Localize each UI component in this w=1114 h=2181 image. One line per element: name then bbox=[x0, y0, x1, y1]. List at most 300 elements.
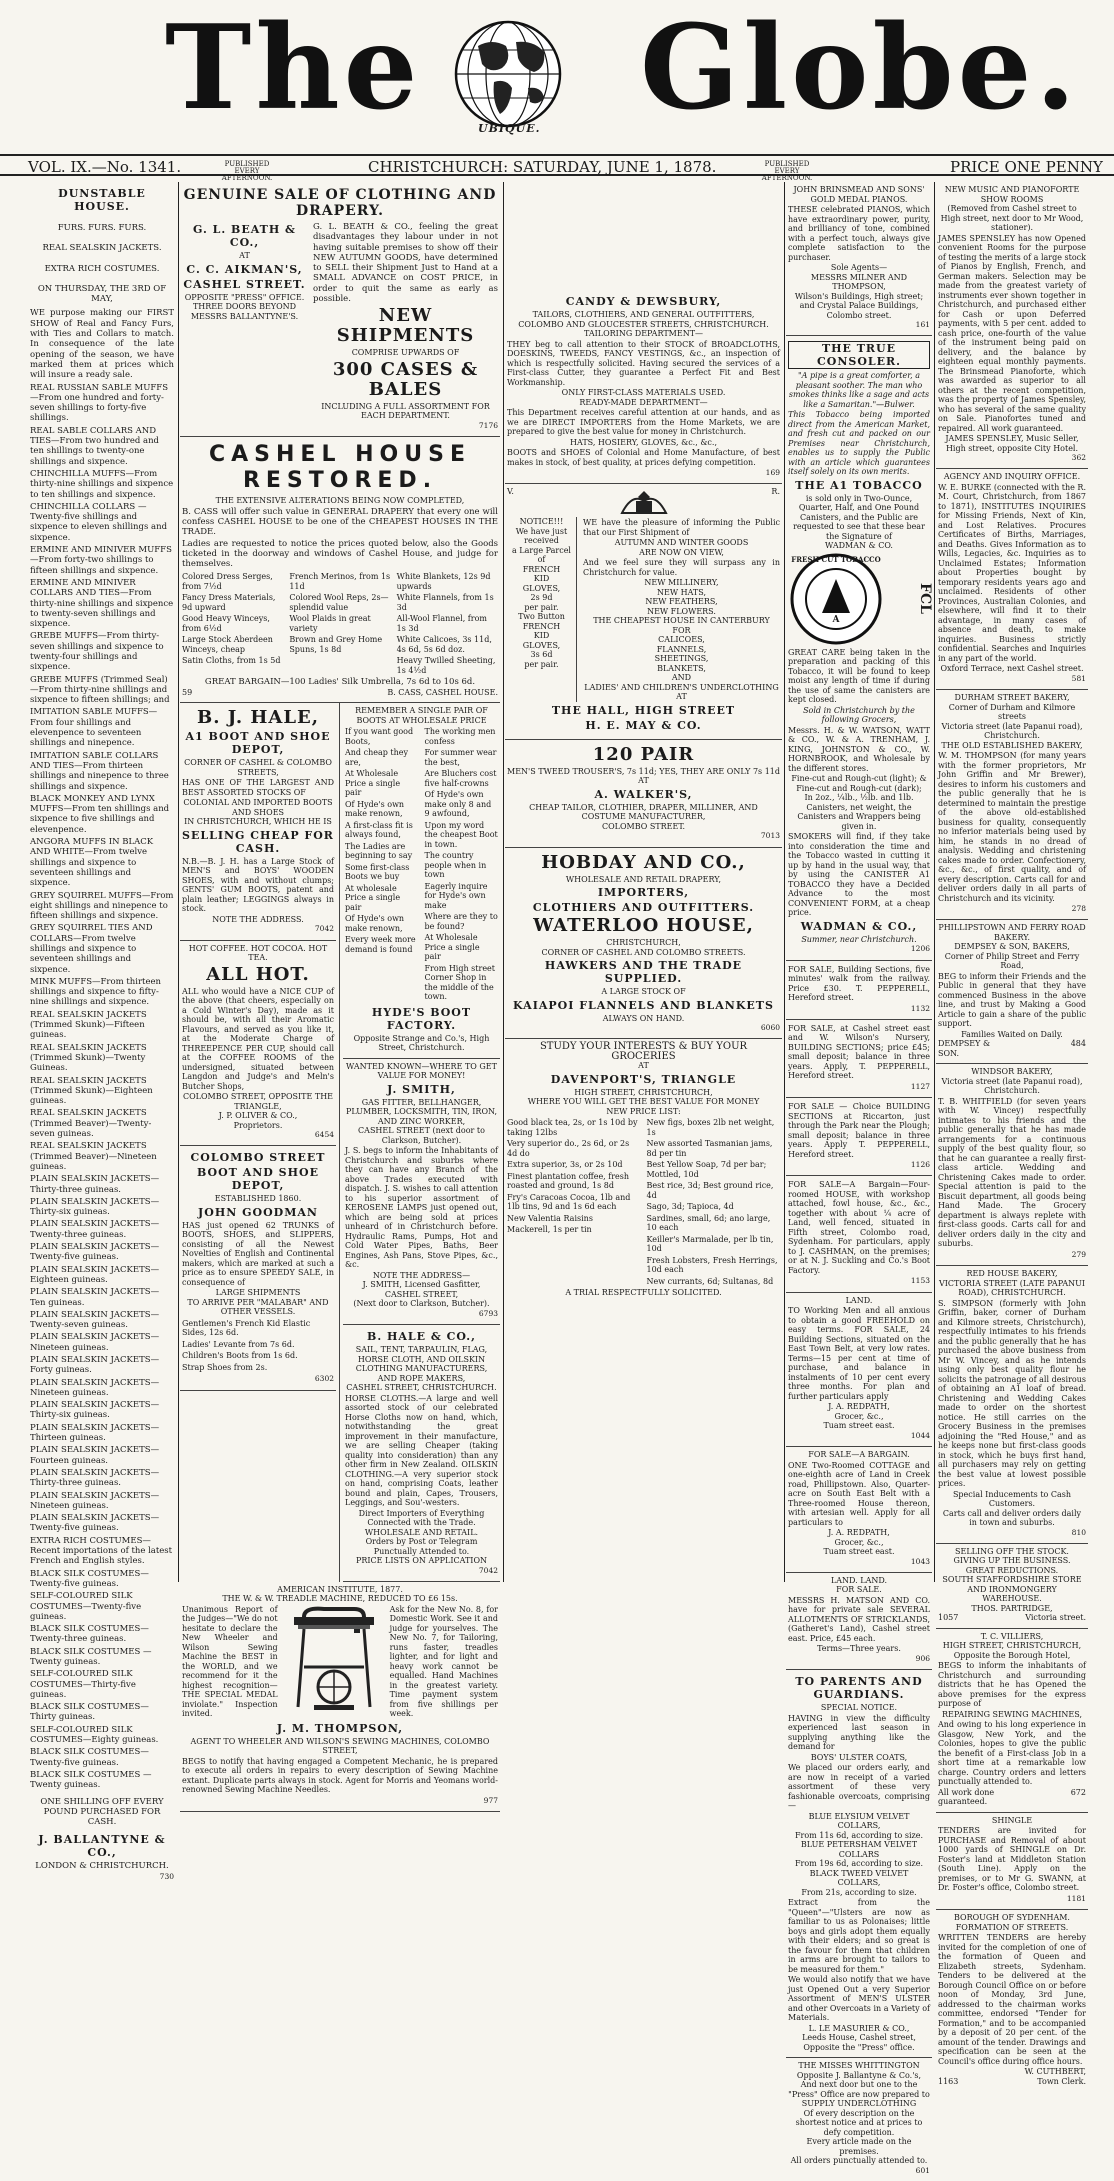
ad-number: 1126 bbox=[910, 1160, 930, 1170]
ad-address: THE HALL, HIGH STREET bbox=[551, 703, 736, 717]
verse-line: The country people when in town bbox=[424, 851, 487, 880]
ad-body: WE have the pleasure of informing the Public that our First Shipment of bbox=[583, 518, 780, 537]
ad-number: 6302 bbox=[314, 1374, 334, 1384]
ad-signature: W. CUTHBERT, bbox=[1024, 2067, 1086, 2077]
ad-text: MEN'S TWEED TROUSER'S, 7s 11d; YES, THEY ARE ONLY 7s 11d bbox=[507, 766, 780, 776]
ad-heading: FORMATION OF STREETS. bbox=[955, 1922, 1069, 1932]
ad-number: 1057 bbox=[938, 1613, 959, 1623]
ad-heading: WANTED KNOWN—WHERE TO GET VALUE FOR MONEY! bbox=[346, 1061, 497, 1081]
ad-heading: SELLING CHEAP FOR CASH. bbox=[182, 828, 334, 855]
ad-body: FOR SALE, at Cashel street east and W. Wilson's Nursery, BUILDING SECTIONS; price £45; small deposit; balance in three years. Apply, T. PEPPERELL, Hereford street. bbox=[788, 1023, 930, 1081]
price-list-item: PLAIN SEALSKIN JACKETS—Nineteen guineas. bbox=[30, 1332, 160, 1353]
ad-signature: H. E. MAY & CO. bbox=[585, 718, 702, 732]
ad-text: Every article made on the premises. bbox=[806, 2137, 912, 2156]
ad-address: Opposite the Borough Hotel, bbox=[953, 1650, 1071, 1660]
ad-address: Christchurch. bbox=[984, 731, 1040, 741]
ad-body: This Department receives careful attention at our hands, and as we are DIRECT IMPORTERS from the Home Markets, we are prepared to give the best value for money in Christchurch. bbox=[507, 408, 780, 436]
ad-text: SAIL, TENT, TARPAULIN, FLAG, HORSE CLOTH, AND OILSKIN CLOTHING MANUFACTURERS, AND ROPE MAKERS, bbox=[355, 1345, 488, 1383]
ad-heading: KAIAPOI FLANNELS AND BLANKETS bbox=[513, 998, 774, 1012]
verse-line: Upon my word the cheapest Boot in town. bbox=[424, 820, 498, 849]
ad-line: NEW HATS, bbox=[657, 587, 706, 597]
ad-body: Extract from the "Queen"—"Ulsters are now as familiar to us as Polonaises; little boys and girls adopt them equally with their elders; and so great is the favour for them that children in arms are brought to tailors to be measured for them." bbox=[788, 1898, 930, 1974]
ad-text: READY-MADE DEPARTMENT— bbox=[579, 397, 708, 407]
masthead bbox=[0, 0, 1114, 140]
ad-signature: THOS. PARTRIDGE, bbox=[971, 1603, 1053, 1613]
ad-text bbox=[507, 527, 576, 670]
ad-line: GLOVES, bbox=[522, 583, 561, 593]
ad-number: 7013 bbox=[760, 831, 780, 841]
price-list-item: White Calicoes, 3s 11d, 4s 6d, 5s 6d doz. bbox=[396, 635, 492, 654]
ad-address: Summer, near Christchurch. bbox=[801, 934, 917, 944]
price-list-item: PLAIN SEALSKIN JACKETS—Forty guineas. bbox=[30, 1354, 160, 1376]
ad-line: FLANNELS, bbox=[656, 644, 707, 654]
ad-heading: THE OLD ESTABLISHED BAKERY, bbox=[941, 740, 1083, 750]
bhale-ad bbox=[343, 1325, 500, 1582]
walker-ad bbox=[505, 740, 782, 848]
ad-line: GLOVES, bbox=[522, 640, 561, 650]
dunstable-house-ad bbox=[28, 182, 176, 1887]
price: PRICE ONE PENNY bbox=[950, 158, 1103, 176]
whittington-ad bbox=[786, 2058, 932, 2181]
ad-body: MESSRS H. MATSON AND CO. have for private sale SEVERAL ALLOTMENTS OF STRICKLANDS, (Gatheret's Land), Cashel street east. Price, £45 each. bbox=[788, 1595, 930, 1643]
price-list-item: From 11s 6d, according to size. bbox=[794, 1830, 924, 1840]
ad-line: NEW FLOWERS. bbox=[647, 606, 716, 616]
ad-line: per pair. bbox=[524, 659, 559, 669]
verse-line: Are Bluchers cost five half-crowns bbox=[424, 769, 497, 788]
ad-body: ONE Two-Roomed COTTAGE and one-eighth acre of Land in Creek road, Phillipstown. Also, Quarter-acre on South East Belt with a Three-roomed House thereon, with artesian well. Apply for all particulars to bbox=[788, 1460, 930, 1527]
ad-body: We would also notify that we have just Opened Out a very Superior Assortment of MEN'S ULSTER and other Overcoats in a Variety of Materials. bbox=[788, 1975, 930, 2023]
royal-arms-icon bbox=[614, 487, 674, 517]
price-list-item: GREBE MUFFS (Trimmed Seal)—From thirty-nine shillings and sixpence to fifteen shillings; and bbox=[30, 674, 170, 706]
price-list-item: New figs, boxes 2lb net weight, 1s bbox=[646, 1118, 775, 1137]
ad-heading: WINDSOR BAKERY, bbox=[971, 1067, 1053, 1077]
price-list bbox=[647, 1116, 781, 1288]
ad-body: HAS ONE OF THE LARGEST AND BEST ASSORTED STOCKS OF bbox=[182, 778, 334, 797]
ad-signature: L. LE MASURIER & CO., bbox=[808, 2023, 910, 2033]
price-list-item: PLAIN SEALSKIN JACKETS—Nineteen guineas. bbox=[30, 1377, 160, 1398]
ad-text bbox=[583, 578, 780, 616]
ad-body: HAVING in view the difficulty experienced last season in supplying anything like the demand for bbox=[788, 1713, 930, 1752]
ad-text: GREAT BARGAIN—100 Ladies' Silk Umbrella, 7s 6d to 10s 6d. bbox=[204, 677, 476, 688]
ad-body: Messrs. H. & W. WATSON, WATT & CO., W. & A. TRENHAM, J. KING, JOHNSTON & CO., W. HORNBROOK, and Wholesale by the different stores. bbox=[788, 725, 930, 773]
ad-address: Victoria street (late Papanui road), bbox=[941, 721, 1083, 731]
davenport-ad bbox=[505, 1039, 782, 1303]
verse-line: Some first-class Boots we buy bbox=[345, 862, 410, 882]
ad-heading: LAND. LAND. bbox=[830, 1575, 888, 1585]
ad-text: IMPORTERS, bbox=[597, 886, 690, 900]
ad-address: CHRISTCHURCH, bbox=[606, 938, 681, 948]
ad-body: N.B.—B. J. H. has a Large Stock of MEN'S and BOYS' WOODEN SHOES, with and without clumps; GENTS' GUM BOOTS, patent and plain leather; LEGGINGS always in stock. bbox=[182, 856, 334, 914]
ad-text: Sold in Christchurch by the following Grocers, bbox=[803, 705, 915, 725]
verse-line: At wholesale Price a single pair bbox=[345, 883, 401, 912]
ad-address: CASHEL STREET, CHRISTCHURCH. bbox=[346, 1383, 497, 1393]
ad-firm: G. L. BEATH & CO., bbox=[192, 223, 296, 249]
ad-address: CASHEL STREET. bbox=[183, 277, 306, 291]
ad-address: Oxford Terrace, next Cashel street. bbox=[940, 664, 1084, 674]
ad-signature: WADMAN & CO., bbox=[800, 919, 918, 933]
price-list-item: GREY SQUIRREL MUFFS—From eight shillings and ninepence to fifteen shillings and sixpence. bbox=[30, 890, 174, 922]
ad-text: In 2oz., ¼lb., ½lb. and 1lb. Canisters, net weight, the Canisters and Wrappers being given in. bbox=[797, 793, 921, 831]
ad-heading: AUTUMN AND WINTER GOODS bbox=[614, 538, 749, 548]
ad-text: (Removed from Cashel street to High street, next door to Mr Wood, stationer). bbox=[940, 204, 1084, 232]
ad-text: All work done guaranteed. bbox=[938, 1787, 995, 1807]
masthead-title-left: The bbox=[165, 0, 422, 136]
ad-body: J. S. begs to inform the Inhabitants of Christchurch and suburbs where they can have any Branch of the above Trades executed with dispatch. J. S. wishes to call attention to his superior assortment of KEROSENE LAMPS just opened out, which are being sold at prices unheard of in Christchurch before. Hydraulic Rams, Pumps, Hot and Cold Water Pipes, Baths, Beer Engines, Ash Pans, Stove Pipes, &c., &c. bbox=[345, 1146, 498, 1270]
price-list-item: BLACK SILK COSTUMES — Twenty guineas. bbox=[30, 1646, 152, 1667]
ad-firm: DEMPSEY & SON, BAKERS, bbox=[954, 942, 1070, 952]
price-list-item: White Blankets, 12s 9d upwards bbox=[396, 572, 491, 591]
price-list-item: Wool Plaids in great variety bbox=[289, 614, 371, 633]
ad-heading: SUPPLY UNDERCLOTHING bbox=[801, 2099, 917, 2109]
parents-ad bbox=[786, 1670, 932, 2058]
ad-body: GREAT CARE being taken in the preparation and packing of this Tobacco, it will be found to keep moist any length of time if during the use of same the canisters are kept closed. bbox=[788, 647, 930, 705]
price-list-item: Colored Wool Reps, 2s—splendid value bbox=[289, 593, 389, 612]
seal-text: FRESH CUT TOBACCO bbox=[791, 554, 881, 564]
ad-body: FOR SALE — Choice BUILDING SECTIONS at Riccarton, just through the Park near the Plough; small deposit; balance in three years. Apply T. PEPPERELL, Hereford street. bbox=[788, 1102, 930, 1159]
ad-text: AMERICAN INSTITUTE, 1877. bbox=[277, 1584, 403, 1594]
ad-body: We placed our orders early, and are now in receipt of a varied assortment of these very fashionable overcoats, comprising— bbox=[788, 1763, 930, 1811]
price-list-item: BLACK TWEED VELVET COLLARS, bbox=[809, 1868, 909, 1888]
price-list bbox=[507, 1116, 641, 1288]
ad-body: This Tobacco being imported direct from the American Market, and fresh cut and packed on our Premises near Christchurch, enables us to supply the Public with an article which guarantees itself solely on its own merits. bbox=[788, 410, 930, 477]
ad-text: A LARGE STOCK OF bbox=[601, 987, 686, 997]
ad-body: BOOTS and SHOES of Colonial and Home Manufacture, of best makes in stock, of best quality, at prices defying competition. bbox=[507, 448, 780, 467]
ad-firm: J. SMITH, bbox=[387, 1082, 456, 1096]
price-list-item: REAL SEALSKIN JACKETS (Trimmed Skunk)—Fifteen guineas. bbox=[30, 1009, 147, 1041]
price-list-item: Large Stock Aberdeen Winceys, cheap bbox=[182, 635, 273, 654]
ad-body: And owing to his long experience in Glasgow, New York, and the Colonies, hopes to give the public the benefit of a First-class Job in a short time at a remarkable low charge. Country orders and letters punctually attended to. bbox=[938, 1720, 1086, 1787]
issue-date: CHRISTCHURCH: SATURDAY, JUNE 1, 1878. bbox=[368, 158, 717, 176]
ad-line: 3s 6d bbox=[530, 650, 553, 660]
verse-line: And cheap they are, bbox=[345, 748, 409, 767]
ad-banner: CASHEL HOUSE RESTORED. bbox=[209, 442, 471, 494]
price-list-item: CHINCHILLA MUFFS—From thirty-nine shillings and sixpence to ten shillings and sixpence. bbox=[30, 468, 174, 500]
price-list-item: Sardines, small, 6d; ano large, 10 each bbox=[646, 1213, 771, 1233]
price-list-item: SELF-COLOURED SILK COSTUMES—Eighty guineas. bbox=[30, 1724, 159, 1746]
hale-boot-ad bbox=[180, 703, 336, 940]
verse-line: Every week more demand is found bbox=[345, 935, 416, 954]
column-5 bbox=[936, 182, 1088, 2086]
goodman-ad bbox=[180, 1146, 336, 1390]
tobacco-seal bbox=[788, 551, 884, 647]
ad-heading: ALL HOT. bbox=[206, 963, 310, 985]
price-list-item: Mackerell, 1s per tin bbox=[507, 1225, 592, 1235]
ad-body: W. E. BURKE (connected with the R. M. Court, Christchurch, from 1867 to 1871), INSTITUTES INQUIRIES for Missing Friends, Next of Kin, and Lost Relatives. Procures Certificates of Births, Marriages, and Deaths. Gives Information as to Wills, Legacies, &c. Inquiries as to Unclaimed Estates; Information about Properties bought by temporary residents years ago and unclaimed. Residents of other Provinces, Australian Colonies, and elsewhere, will find it to their advantage, in many cases of absence and death, to make inquiries. Business strictly confidential. Searches and Inquiries in any part of the world. bbox=[938, 482, 1086, 663]
ad-address: COLOMBO AND GLOUCESTER STREETS, CHRISTCHURCH. bbox=[518, 319, 769, 329]
ad-body: FOR SALE, Building Sections, five minutes' walk from the railway. Price £30. T. PEPPERELL, Hereford street. bbox=[788, 964, 930, 1003]
ad-text: HATS, HOSIERY, GLOVES, &c., &c., bbox=[570, 437, 717, 447]
ad-number: 906 bbox=[915, 1653, 930, 1663]
ad-number: 1043 bbox=[910, 1556, 930, 1566]
price-list-item: PLAIN SEALSKIN JACKETS—Thirty-three guineas. bbox=[30, 1174, 160, 1195]
price-list-item: Children's Boots from 1s 6d. bbox=[182, 1351, 298, 1361]
price-list-item: PLAIN SEALSKIN JACKETS—Fourteen guineas. bbox=[30, 1445, 160, 1466]
ad-text: IN CHRISTCHURCH, WHICH HE IS bbox=[184, 817, 332, 827]
ad-text: AT bbox=[638, 776, 649, 786]
ad-address: Victoria street. bbox=[1025, 1613, 1086, 1623]
ad-date: ON THURSDAY, THE 3RD OF MAY, bbox=[37, 283, 167, 305]
ad-number: 59 bbox=[182, 687, 193, 697]
price-list-item: From 19s 6d, according to size. bbox=[794, 1859, 924, 1869]
price-list bbox=[397, 570, 498, 677]
ad-address: VICTORIA STREET (LATE PAPANUI ROAD), CHRISTCHURCH. bbox=[938, 1278, 1086, 1298]
ad-heading: 300 CASES & BALES bbox=[332, 358, 479, 400]
ad-heading: SELLING OFF THE STOCK. bbox=[955, 1546, 1069, 1556]
ad-text: AGENT TO WHEELER AND WILSON'S SEWING MACHINES, COLOMBO STREET, bbox=[190, 1736, 490, 1756]
ad-number: 730 bbox=[159, 1871, 174, 1881]
brinsmead-ad bbox=[786, 182, 932, 336]
ad-text: Direct Importers of Everything Connected with the Trade. bbox=[358, 1508, 485, 1528]
ad-number: 279 bbox=[1071, 1249, 1086, 1259]
ad-body: FOR SALE—A Bargain—Four-roomed HOUSE, with workshop attached, fowl house, &c., &c., together with about ¼ acre of Land, well fenced, situated in Fifth street, Colombo road, Sydenham. For particulars, apply to J. CASHMAN, on the premises; or at N. J. Suckling and Co.'s Boot Factory. bbox=[788, 1180, 930, 1275]
ad-text: ALWAYS ON HAND. bbox=[602, 1013, 685, 1023]
ad-text: "A pipe is a great comforter, a pleasant soother. The man who smokes thinks like a sage and acts like a Samaritan."—Bulwer. bbox=[788, 371, 930, 409]
ad-number: 672 bbox=[1070, 1787, 1086, 1797]
sewing-machine-icon bbox=[284, 1607, 384, 1717]
masthead-title-right: Globe. bbox=[640, 0, 1080, 136]
ad-line: We have just received bbox=[515, 526, 568, 546]
red-house-bakery-ad bbox=[936, 1266, 1088, 1544]
ad-number: 1044 bbox=[910, 1430, 930, 1440]
may-ad bbox=[505, 484, 782, 740]
ad-text: BOYS' ULSTER COATS, bbox=[810, 1752, 908, 1762]
ad-firm: C. C. AIKMAN'S, bbox=[186, 262, 303, 276]
ad-text: ESTABLISHED 1860. bbox=[214, 1194, 302, 1204]
ad-number: 581 bbox=[1071, 673, 1086, 683]
for-sale-ad bbox=[786, 1020, 932, 1098]
ad-text: Special Inducements to Cash Customers. bbox=[952, 1489, 1072, 1509]
ad-body: BEG to inform their Friends and the Public in general that they have commenced Business in the above line, and trust by Making a Good Article to gain a share of the public support. bbox=[938, 971, 1086, 1029]
ad-address: Opposite Strange and Co.'s, High Street, Christchurch. bbox=[353, 1033, 490, 1053]
price-list-item: PLAIN SEALSKIN JACKETS—Thirteen guineas. bbox=[30, 1422, 160, 1444]
price-list-item: Keiller's Marmalade, per lb tin, 10d bbox=[646, 1234, 774, 1254]
ad-text: All orders punctually attended to. bbox=[790, 2156, 928, 2166]
ad-heading: LADIES' AND CHILDREN'S UNDERCLOTHING bbox=[584, 682, 779, 692]
price-list-item: PLAIN SEALSKIN JACKETS—Thirty-six guineas. bbox=[30, 1196, 160, 1218]
ad-body: SMOKERS will find, if they take into consideration the time and the Tobacco wasted in cutting it up by hand in the usual way, that by using the CANISTER A1 TOBACCO they have a Decided Advance to the most CONVENIENT FORM, at a cheap price. bbox=[788, 832, 930, 918]
ad-body: WE purpose making our FIRST SHOW of Real and Fancy Furs, with Ties and Collars to match. In consequence of the late opening of the season, we have marked them at prices which will insure a ready sale. bbox=[30, 308, 174, 381]
ad-body: Unanimous Report of the Judges—"We do not hesitate to declare the New Wheeler and Wilson Sewing Machine the BEST in the WORLD, and we recommend for it the highest recognition—THE SPECIAL MEDAL inviolate." Inspection invited. bbox=[182, 1604, 278, 1719]
price-list-item: Very superior do., 2s 6d, or 2s 4d do bbox=[507, 1139, 630, 1158]
ad-text: Opposite J. Ballantyne & Co.'s, And next door but one to the "Press" Office are now prepared to bbox=[788, 2070, 930, 2099]
land-sale-ad bbox=[786, 1573, 932, 1670]
ad-note: ONE SHILLING OFF EVERY POUND PURCHASED FOR CASH. bbox=[40, 1796, 164, 1828]
ad-address: LONDON & CHRISTCHURCH. bbox=[35, 1861, 169, 1872]
price-list-item: All-Wool Flannel, from 1s 3d bbox=[396, 614, 487, 633]
ad-address: Tuam street east. bbox=[823, 1547, 895, 1557]
ad-text: A TRIAL RESPECTFULLY SOLICITED. bbox=[565, 1288, 722, 1298]
price-list-item: PLAIN SEALSKIN JACKETS—Twenty-five guineas. bbox=[30, 1242, 160, 1263]
price-list-item: New assorted Tasmanian jams, 8d per tin bbox=[646, 1139, 773, 1158]
price-list-item: BLACK MONKEY AND LYNX MUFFS—From ten shillings and sixpence to five shillings and elevenpence. bbox=[30, 793, 170, 835]
price-list-item: BLACK SILK COSTUMES—Thirty guineas. bbox=[30, 1702, 149, 1723]
for-sale-ad bbox=[786, 1176, 932, 1292]
ad-heading: NEW SHIPMENTS bbox=[336, 305, 475, 347]
ad-body: W. M. THOMPSON (for many years with the former proprietors, Mr John Griffin and Mr Brewer), desires to inform his customers and the public generally that he is determined to maintain the prestige of the above old-established business for quality, consequently no inferior materials being used by him, he stands in no dread of analysis. Wedding and christening cakes made to order. Confectionery, &c., &c., of first quality, and of every description. Carts call for and deliver orders daily in all parts of Christchurch and its vicinity. bbox=[938, 751, 1086, 903]
tobacco-seal-icon bbox=[788, 551, 884, 647]
ad-text: INCLUDING A FULL ASSORTMENT FOR EACH DEPARTMENT. bbox=[321, 401, 490, 421]
verse-line: At Wholesale Price a single pair bbox=[424, 933, 480, 962]
ad-body: TO Working Men and all anxious to obtain a good FREEHOLD on easy terms. FOR SALE, 24 Building Sections, situated on the East Town Belt, at very low rates. Terms—15 per cent at time of purchase, and balance in instalments of 10 per cent every three months. For plan and further particulars apply bbox=[788, 1306, 930, 1401]
ad-heading: THE CHEAPEST HOUSE IN CANTERBURY bbox=[593, 616, 770, 626]
villiers-ad bbox=[936, 1629, 1088, 1813]
globe-icon bbox=[448, 16, 568, 136]
ad-line: 2s 9d bbox=[530, 593, 553, 603]
verse-line: The working men confess bbox=[424, 727, 496, 746]
ad-signature: J. A. REDPATH, bbox=[828, 1528, 890, 1538]
price-list-item: French Merinos, from 1s 11d bbox=[289, 572, 391, 591]
ad-heading: REMEMBER A SINGLE PAIR OF BOOTS AT WHOLESALE PRICE bbox=[355, 706, 488, 725]
price-list-item: PLAIN SEALSKIN JACKETS—Thirty-six guineas. bbox=[30, 1400, 160, 1421]
price-list-item: Fry's Caracoas Cocoa, 1lb and 1lb tins, 9d and 1s 6d each bbox=[507, 1192, 631, 1212]
ad-address: COLOMBO STREET, OPPOSITE THE TRIANGLE, bbox=[182, 1092, 334, 1111]
ad-address: CASHEL STREET (next door to Clarkson, Butcher). bbox=[358, 1126, 485, 1145]
price-list-item: ERMINE AND MINIVER MUFFS—From forty-two shillings to fifteen shillings and sixpence. bbox=[30, 545, 172, 576]
ad-firm: CANDY & DEWSBURY, bbox=[565, 295, 722, 308]
ad-address: HIGH STREET, CHRISTCHURCH, bbox=[942, 1641, 1082, 1651]
ad-signature: J. SMITH, Licensed Gasfitter, bbox=[362, 1280, 481, 1290]
ad-line: NEW MILLINERY, bbox=[644, 578, 719, 588]
music-ad bbox=[936, 182, 1088, 469]
ad-heading: HOT COFFEE. HOT COCOA. HOT TEA. bbox=[188, 943, 328, 963]
ad-address: Victoria street (late Papanui road), Christchurch. bbox=[941, 1076, 1083, 1096]
sewing-machine-ad bbox=[180, 1582, 500, 1812]
price-list-item: EXTRA RICH COSTUMES—Recent importations of the latest French and English styles. bbox=[30, 1535, 173, 1567]
ad-text: Grocer, &c., bbox=[834, 1411, 884, 1421]
ad-text: NEW PRICE LIST: bbox=[606, 1106, 681, 1116]
cashel-house-ad bbox=[180, 437, 500, 703]
ad-body: And we feel sure they will surpass any in Christchurch for value. bbox=[583, 558, 780, 577]
newspaper-columns bbox=[28, 182, 1088, 2175]
ad-number: 7042 bbox=[314, 924, 334, 934]
ad-text: AT bbox=[676, 692, 687, 702]
ad-text: Town Clerk. bbox=[1037, 2076, 1086, 2086]
ad-number: 7176 bbox=[478, 420, 498, 430]
ad-body: Ladies are requested to notice the prices quoted below, also the Goods ticketed in the doorway and windows of Cashel House, and judge for themselves. bbox=[182, 538, 498, 570]
price-list-item: REAL SEALSKIN JACKETS (Trimmed Skunk)—Twenty Guineas. bbox=[30, 1042, 147, 1074]
verse-line: Of Hyde's own make renown, bbox=[345, 914, 405, 933]
ad-signature: JAMES SPENSLEY, Music Seller, High street, opposite City Hotel. bbox=[945, 434, 1079, 453]
published-left: PUBLISHED EVERY AFTERNOON. bbox=[221, 160, 273, 182]
ad-text: ARE NOW ON VIEW, bbox=[639, 547, 724, 557]
for-sale-ad bbox=[786, 1098, 932, 1176]
verse-line: Of Hyde's own make only 8 and 9 awfound, bbox=[424, 790, 492, 819]
ad-heading: AGENCY AND INQUIRY OFFICE. bbox=[943, 472, 1081, 482]
verse-line: At Wholesale Price a single pair bbox=[345, 769, 401, 798]
ad-number: 1132 bbox=[910, 1003, 930, 1013]
ad-text: FOR bbox=[672, 625, 691, 635]
price-list bbox=[30, 383, 174, 1791]
ad-body: BEGS to notify that having engaged a Competent Mechanic, he is prepared to execute all orders in repairs to every description of Sewing Machine extant. Duplicate parts always in stock. Agent for Morris and Yeomans world-renowned Sewing Machine Needles. bbox=[182, 1756, 498, 1795]
ad-body: JAMES SPENSLEY has now Opened convenient Rooms for the purpose of testing the merits of a large stock of Pianos by English, French, and German makers. Selection may be made from the greatest variety of instruments ever shown together in Christchurch, and purchased either for Cash or upon Deferred payments, with 5 per cent. added to cash price, one-fourth of the value of the instrument being paid on delivery, and the balance by eighteen equal monthly payments. The Brinsmead Pianoforte, which was awarded as superior to all others at the recent competition, was the property of James Spensley, who has several of the same quality on Sale. Pianofortes tuned and repaired. All work guaranteed. bbox=[938, 233, 1086, 433]
ad-text: Of every description on the shortest notice and at prices to defy competition. bbox=[795, 2108, 923, 2137]
price-list-item: Brown and Grey Home Spuns, 1s 8d bbox=[289, 635, 383, 654]
ad-firm: HOBDAY AND CO., bbox=[541, 851, 746, 873]
price-list-item: Best Yellow Soap, 7d per bar; Mottled, 10d bbox=[646, 1160, 767, 1179]
ad-firm: A. WALKER'S, bbox=[594, 787, 693, 801]
ad-heading: GENUINE SALE OF CLOTHING AND DRAPERY. bbox=[183, 187, 497, 219]
ad-body: WRITTEN TENDERS are hereby invited for the completion of one of the formation of Queen and Elizabeth streets, Sydenham. Tenders to be delivered at the Borough Council Office on or before noon of Monday, 3rd June, addressed to the chairman works committee, endorsed "Tender for Formation," and to be accompanied by a deposit of 20 per cent. of the amount of the tender. Drawings and specification can be seen at the Council's office during office hours. bbox=[938, 1933, 1086, 2066]
hyde-boot-ad bbox=[343, 703, 500, 1059]
price-list-item: BLACK SILK COSTUMES—Twenty-five guineas. bbox=[30, 1568, 149, 1589]
price-list-item: ANGORA MUFFS IN BLACK AND WHITE—From twelve shillings and sixpence to seventeen shillings and sixpence. bbox=[30, 837, 154, 889]
ad-text: Orders by Post or Telegram Punctually Attended to. bbox=[365, 1537, 478, 1556]
true-consoler-ad bbox=[786, 336, 932, 960]
ad-address: COLOMBO STREET. bbox=[601, 821, 686, 831]
price-list-item: Satin Cloths, from 1s 5d bbox=[182, 656, 281, 666]
ad-text: WHOLESALE AND RETAIL DRAPERY, bbox=[565, 874, 722, 884]
ad-signature: J. A. REDPATH, bbox=[828, 1402, 890, 1412]
ad-heading: SPECIAL NOTICE. bbox=[820, 1703, 898, 1713]
ad-address: Wilson's Buildings, High street; and Crystal Palace Buildings, Colombo street. bbox=[794, 291, 924, 320]
ad-heading: JOHN BRINSMEAD AND SONS' GOLD MEDAL PIANOS. bbox=[793, 185, 925, 204]
ad-text: OPPOSITE "PRESS" OFFICE. THREE DOORS BEYOND MESSRS BALLANTYNE'S. bbox=[184, 292, 305, 321]
ad-body: B. CASS will offer such value in GENERAL DRAPERY that every one will confess CASHEL HOUSE to be one of the CHEAPEST HOUSES IN THE TRADE. bbox=[182, 506, 498, 538]
price-list-item: PLAIN SEALSKIN JACKETS—Ten guineas. bbox=[30, 1287, 160, 1308]
price-list-item: ERMINE AND MINIVER COLLARS AND TIES—From thirty-nine shillings and sixpence to twenty-seven shillings and sixpence. bbox=[30, 577, 174, 630]
price-list-item: Best rice, 3d; Best ground rice, 4d bbox=[646, 1181, 774, 1200]
ad-line: NEW FEATHERS, bbox=[645, 597, 718, 607]
ad-text: TO ARRIVE PER "MALABAR" AND OTHER VESSELS. bbox=[187, 1297, 329, 1317]
ad-signature: WADMAN & CO. bbox=[825, 541, 893, 551]
bargain-ad bbox=[786, 1447, 932, 1573]
ad-text: SOUTH STAFFORDSHIRE STORE AND IRONMONGERY WAREHOUSE. bbox=[942, 1575, 1082, 1604]
ad-heading: RED HOUSE BAKERY, bbox=[966, 1269, 1058, 1279]
ad-address: Corner of Durham and Kilmore streets bbox=[948, 702, 1076, 722]
windsor-bakery-ad bbox=[936, 1064, 1088, 1266]
ad-signature: J. P. OLIVER & CO., bbox=[218, 1111, 298, 1121]
ad-body: THEY beg to call attention to their STOCK of BROADCLOTHS, DOESKINS, TWEEDS, FANCY VESTINGS, &c., an inspection of which is respectfully solicited. Having secured the services of a First-class Cutter, they guarantee a Perfect Fit and Best Workmanship. bbox=[507, 339, 780, 387]
ad-firm: DAVENPORT'S, TRIANGLE bbox=[550, 1072, 737, 1086]
price-list-item: Good black tea, 2s, or 1s 10d by taking 12lbs bbox=[507, 1118, 638, 1137]
price-list-item: Strap Shoes from 2s. bbox=[182, 1362, 268, 1372]
verse-line: For summer wear the best, bbox=[424, 748, 497, 767]
ad-heading: REPAIRING SEWING MACHINES, bbox=[941, 1709, 1082, 1719]
price-list-item: SELF-COLOURED SILK COSTUMES—Twenty-five guineas. bbox=[30, 1591, 142, 1622]
ad-text: NOTE THE ADDRESS— bbox=[372, 1270, 471, 1280]
ad-text: V. bbox=[507, 487, 514, 497]
sydenham-ad bbox=[936, 1910, 1088, 2091]
ad-firm: T. C. VILLIERS, bbox=[980, 1631, 1044, 1641]
ad-heading: GIVING UP THE BUSINESS. bbox=[953, 1556, 1071, 1566]
ad-heading: THE TRUE CONSOLER. bbox=[788, 341, 930, 369]
ad-signature: J. BALLANTYNE & CO., bbox=[38, 1833, 166, 1860]
beath-ad bbox=[180, 182, 500, 437]
ad-body: THESE celebrated PIANOS, which have extraordinary power, purity, and brilliancy of tone, combined with a perfect touch, always give complete satisfaction to the purchaser. bbox=[788, 205, 930, 262]
ad-line: CALICOES, bbox=[658, 635, 705, 645]
price-list-item: Gentlemen's French Kid Elastic Sides, 12s 6d. bbox=[182, 1318, 311, 1338]
verse-line: From High street Corner Shop in the middle of the town. bbox=[424, 963, 495, 1002]
ad-text: WHOLESALE AND RETAIL. bbox=[364, 1527, 479, 1537]
ad-line: KID bbox=[533, 631, 550, 641]
ad-heading: WHERE YOU WILL GET THE BEST VALUE FOR MONEY bbox=[527, 1097, 760, 1107]
ad-text: AT bbox=[239, 251, 250, 260]
price-list-item: Finest plantation coffee, fresh roasted and ground, 1s 8d bbox=[507, 1171, 630, 1191]
ad-address: Leeds House, Cashel street, Opposite the "Press" office. bbox=[802, 2033, 916, 2052]
ad-heading: TO PARENTS AND GUARDIANS. bbox=[795, 1675, 923, 1702]
ad-address: CASHEL STREET, bbox=[384, 1289, 459, 1299]
ad-number: 1127 bbox=[910, 1081, 930, 1091]
price-list-item: New Valentia Raisins bbox=[507, 1213, 593, 1223]
price-list-item: Good Heavy Winceys, from 6½d bbox=[182, 614, 270, 633]
ad-heading: STUDY YOUR INTERESTS & BUY YOUR GROCERIES bbox=[539, 1041, 748, 1062]
ad-heading: COLOMBO STREET bbox=[190, 1151, 326, 1165]
price-list-item: IMITATION SABLE COLLARS AND TIES—From thirteen shillings and ninepence to three shillings and sixpence. bbox=[30, 750, 169, 792]
price-list-item: PLAIN SEALSKIN JACKETS—Nineteen guineas. bbox=[30, 1490, 160, 1511]
ad-number: 362 bbox=[1071, 453, 1086, 462]
ad-heading: THE A1 TOBACCO bbox=[795, 478, 923, 492]
agency-ad bbox=[936, 469, 1088, 690]
